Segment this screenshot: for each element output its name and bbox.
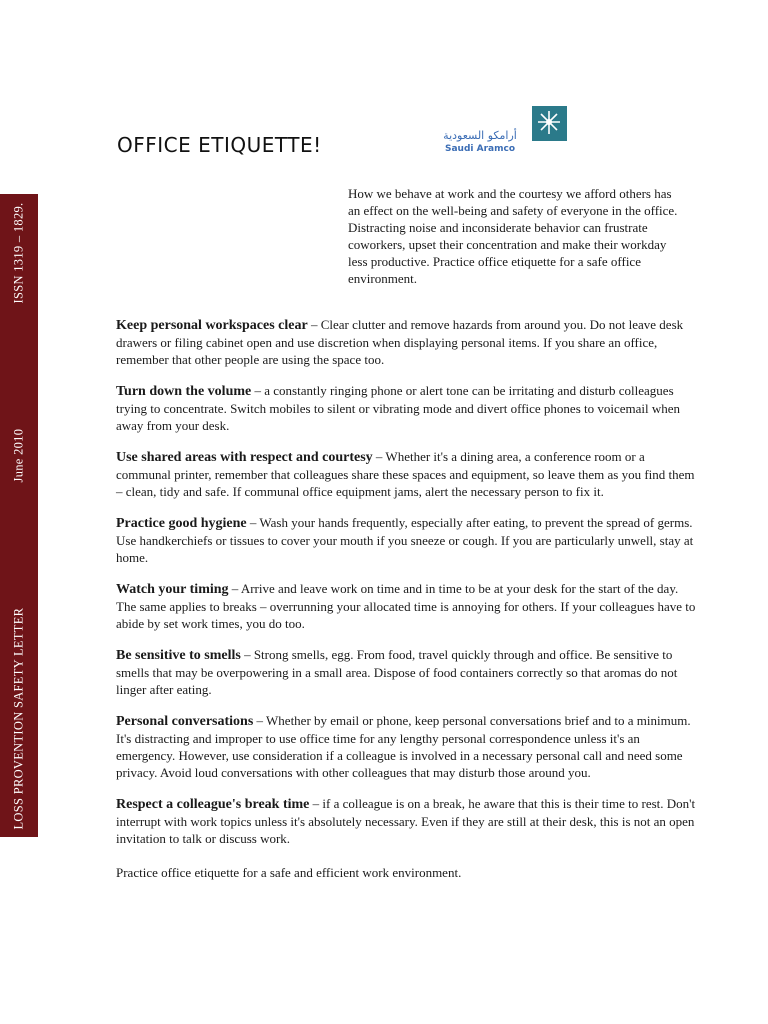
section-text: – Whether it's a dining area, a conference room or a communal printer, remember that colleagues share these spaces and equipment, so leave them as you find them – clean, tidy and safe. If communal office equipment jams, alert the necessary person to fix it. [116, 449, 695, 499]
section-hygiene [116, 514, 696, 566]
section-heading: Keep personal workspaces clear [116, 318, 308, 333]
section-heading: Be sensitive to smells [116, 648, 241, 663]
sidebar-banner [0, 194, 38, 837]
section-text: – a constantly ringing phone or alert tone can be irritating and disturb colleagues trying to concentrate. Switch mobiles to silent or vibrating mode and divert office phones to voicemail when away from your desk. [116, 383, 681, 433]
section-text: – Arrive and leave work on time and in time to be at your desk for the start of the day. The same applies to breaks – overrunning your allocated time is annoying for others. If your colleagues have to abide by set work times, you do too. [116, 581, 696, 631]
sidebar-text [12, 195, 27, 838]
sidebar-issn: ISSN 1319 – 1829. [11, 202, 26, 304]
etiquette-list [116, 316, 696, 881]
intro-paragraph: How we behave at work and the courtesy we afford others has an effect on the well-being and safety of everyone in the office. Distracting noise and inconsiderate behavior can frustrate coworkers, upset their concentration and make their workday less productive. Practice office etiquette for a safe office environment. [348, 186, 678, 286]
section-conversations [116, 712, 696, 781]
sidebar-series: LOSS PROVENTION SAFETY LETTER [11, 607, 26, 830]
section-break-time [116, 795, 696, 847]
section-smells [116, 646, 696, 698]
logo-arabic: أرامكو السعودية [443, 129, 517, 142]
section-workspaces [116, 316, 696, 368]
section-heading: Turn down the volume [116, 384, 252, 399]
closing-line: Practice office etiquette for a safe and efficient work environment. [116, 865, 462, 880]
sidebar-date: June 2010 [11, 428, 26, 483]
section-heading: Use shared areas with respect and courtesy [116, 450, 373, 465]
section-heading: Respect a colleague's break time [116, 797, 310, 812]
section-text: – Clear clutter and remove hazards from around you. Do not leave desk drawers or filing cabinet open and use discretion when displaying personal items. If you share an office, remember that other people are using the space too. [116, 317, 684, 367]
logo-english: Saudi Aramco [445, 144, 515, 154]
section-shared-areas [116, 448, 696, 500]
section-volume [116, 382, 696, 434]
section-timing [116, 580, 696, 632]
section-heading: Personal conversations [116, 714, 254, 729]
section-text: – Wash your hands frequently, especially after eating, to prevent the spread of germs. Use handkerchiefs or tissues to cover your mouth if you sneeze or cough. If you are particularly unwell, stay at home. [116, 515, 694, 565]
section-text: – Strong smells, egg. From food, travel quickly through and office. Be sensitive to smells that may be overpowering in a small area. Dispose of food containers correctly so that aromas do not linger after eating. [116, 647, 678, 697]
section-text: – if a colleague is on a break, he aware that this is their time to rest. Don't interrupt with work topics unless it's absolutely necessary. Even if they are still at their desk, this is not an open invitation to talk or discuss work. [116, 796, 696, 846]
section-heading: Watch your timing [116, 582, 229, 597]
saudi-aramco-logo [424, 106, 569, 156]
section-heading: Practice good hygiene [116, 516, 247, 531]
section-text: – Whether by email or phone, keep personal conversations brief and to a minimum. It's distracting and improper to use office time for any lengthy personal correspondence unless it's an emergency. However, use consideration if a colleague is involved in a necessary personal call and need some privacy. Avoid loud conversations with other colleagues that may disturb those around you. [116, 713, 691, 780]
page-title: OFFICE ETIQUETTE! [117, 133, 322, 157]
